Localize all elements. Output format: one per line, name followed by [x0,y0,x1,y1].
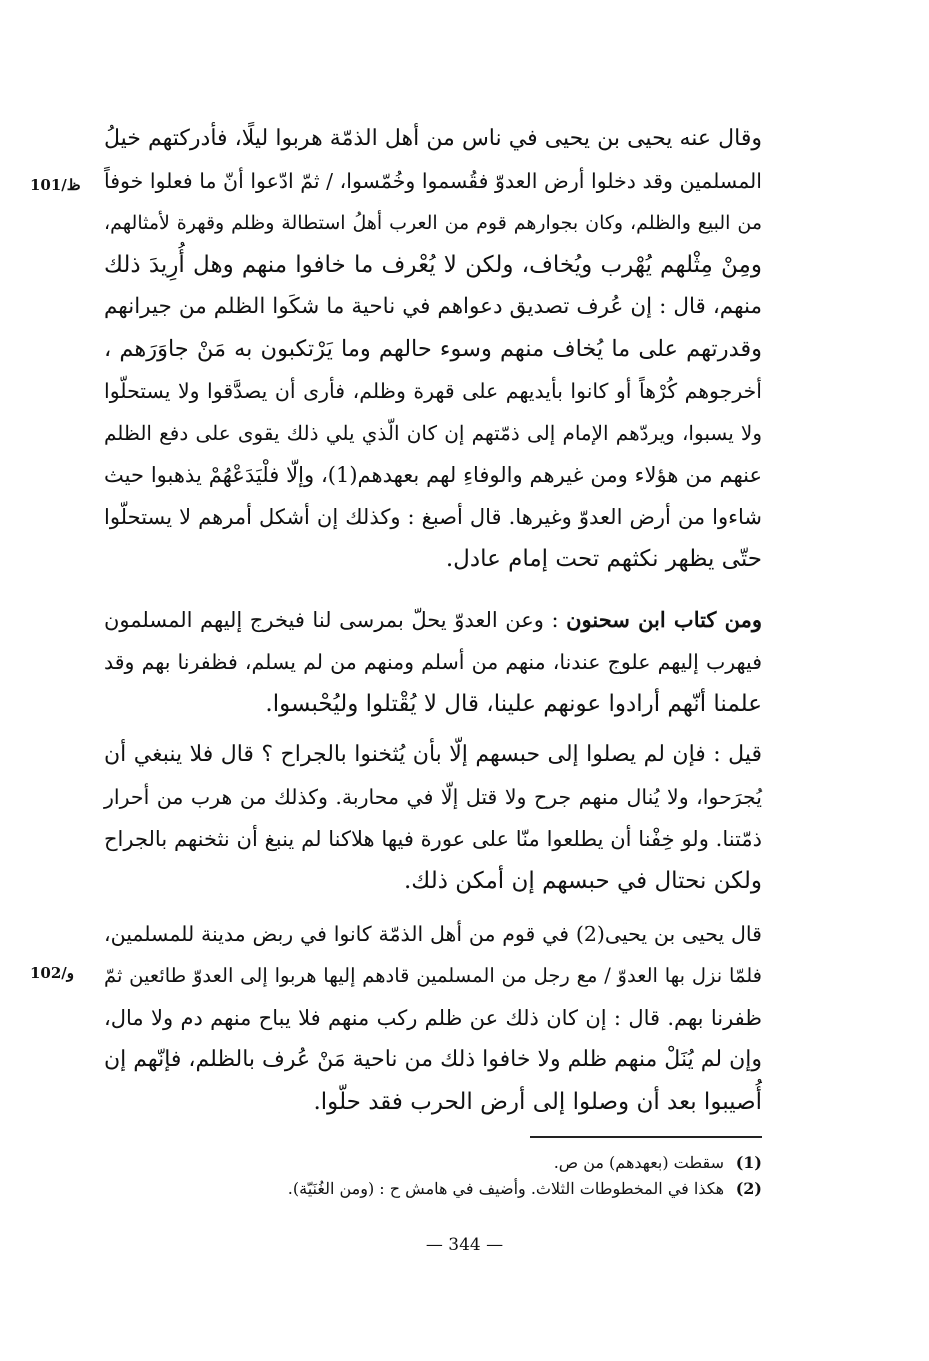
footnote-number: (1) [735,1153,762,1172]
text-line: قيل : فإن لم يصلوا إلى حبسهم إلّا بأن يُثخنوا بالجراح ؟ قال فلا ينبغي أن [104,742,762,767]
text-line: ظفرنا بهم. قال : إن كان ذلك عن ظلم ركب منهم فلا يباح منهم دم ولا مال، [104,1006,762,1030]
footnote-text: هكذا في المخطوطات الثلاث. وأضيف في هامش ح : (ومن الغُنَيّة). [287,1179,724,1198]
footnote-text: سقطت (بعهدهم) من ص. [553,1153,724,1172]
text-line: فيهرب إليهم علوج عندنا، منهم من أسلم ومنهم من لم يسلم، فظفرنا بهم وقد [104,650,762,674]
text-segment: : وعن العدوّ يحلّ بمرسى لنا فيخرج إليهم المسلمون [104,608,567,632]
text-line: فلمّا نزل بها العدوّ / مع رجل من المسلمين قادهم إليها هربوا إلى العدوّ طائعين ثمّ [104,964,762,987]
text-line [104,599,762,641]
page-number: — 344 — [425,1235,504,1255]
footnote-number: (2) [735,1179,762,1198]
text-line: قال يحيى بن يحيى(2) في قوم من أهل الذمّة كانوا في ربض مدينة للمسلمين، [104,922,762,946]
footnote-divider [530,1136,762,1138]
text-line: وإن لم يُنَلْ منهم ظلم ولا خافوا ذلك من ناحية مَنْ عُرف بالظلم، فإنّهم إن [104,1047,762,1072]
text-line: وقدرتهم على ما يُخاف منهم وسوء حالهم وما يَرْتكبون به مَنْ جاوَرَهم ، [104,336,762,362]
text-line: ولكن نحتال في حبسهم إن أمكن ذلك. [404,868,762,894]
text-line: ذمّتنا. ولو خِفْنا أن يطلعوا منّا على عورة فيها هلاكنا لم ينبغ أن نثخنهم بالجراح [104,827,762,851]
text-line: منهم، قال : إن عُرف تصديق دعواهم في ناحية ما شكَوا الظلم من جيرانهم [104,294,762,319]
text-line: وقال عنه يحيى بن يحيى في ناس من أهل الذمّة هربوا ليلًا، فأدركتهم خيلُ [104,126,762,151]
paragraph-4 [104,913,762,1123]
text-line: علمنا أنّهم أرادوا عونهم علينا، قال لا يُقْتلوا وليُحْبسوا. [265,691,762,717]
text-line: ولا يسبوا، ويردّهم الإمام إلى ذمّتهم إن كان الّذي يلي ذلك يقوى على دفع الظلم [104,421,762,445]
folio-marker-101: 101/ظ [30,176,81,194]
footnote-2 [287,1176,762,1202]
text-line: عنهم من هؤلاء ومن غيرهم والوفاءِ لهم بعهدهم(1)، وإلّا فلْيَدَعْهُمْ يذهبوا حيث [104,463,763,487]
text-line: ومِنْ مِثْلهم يُهْرب ويُخاف، ولكن لا يُعْرف ما خافوا منهم وهل أُرِيدَ ذلك [104,252,762,278]
paragraph-2 [104,599,762,725]
footnote-1 [300,1150,762,1176]
text-line: حتّى يظهر نكثهم تحت إمام عادل. [445,546,762,572]
text-line: شاءوا من أرض العدوّ وغيرها. قال أصبغ : وكذلك إن أشكل أمرهم لا يستحلّوا [104,505,762,529]
text-line: من البيع والظلم، وكان بجوارهم قوم من العرب أهلُ استطالة وظلم وقهرة لأمثالهم، [104,212,762,234]
footnotes [287,1150,762,1202]
paragraph-3 [104,734,762,902]
paragraph-1 [104,118,762,580]
text-line: أُصيبوا بعد أن وصلوا إلى أرض الحرب فقد حلّوا. [313,1089,762,1115]
folio-marker-102: 102/و [30,964,75,982]
source-title: ومن كتاب ابن سحنون [566,607,762,632]
text-line: يُجرَحوا، ولا يُنال منهم جرح ولا قتل إلّا في محاربة. وكذلك من هرب من أحرار [104,785,762,809]
text-line: المسلمين وقد دخلوا أرض العدوّ فقُسموا وخُمّسوا، / ثمّ ادّعوا أنّ ما فعلوا خوفاً [104,169,763,193]
text-line: أخرجوهم كُرْهاً أو كانوا بأيديهم على قهرة وظلم، فأرى أن يصدَّقوا ولا يستحلّوا [104,379,762,403]
